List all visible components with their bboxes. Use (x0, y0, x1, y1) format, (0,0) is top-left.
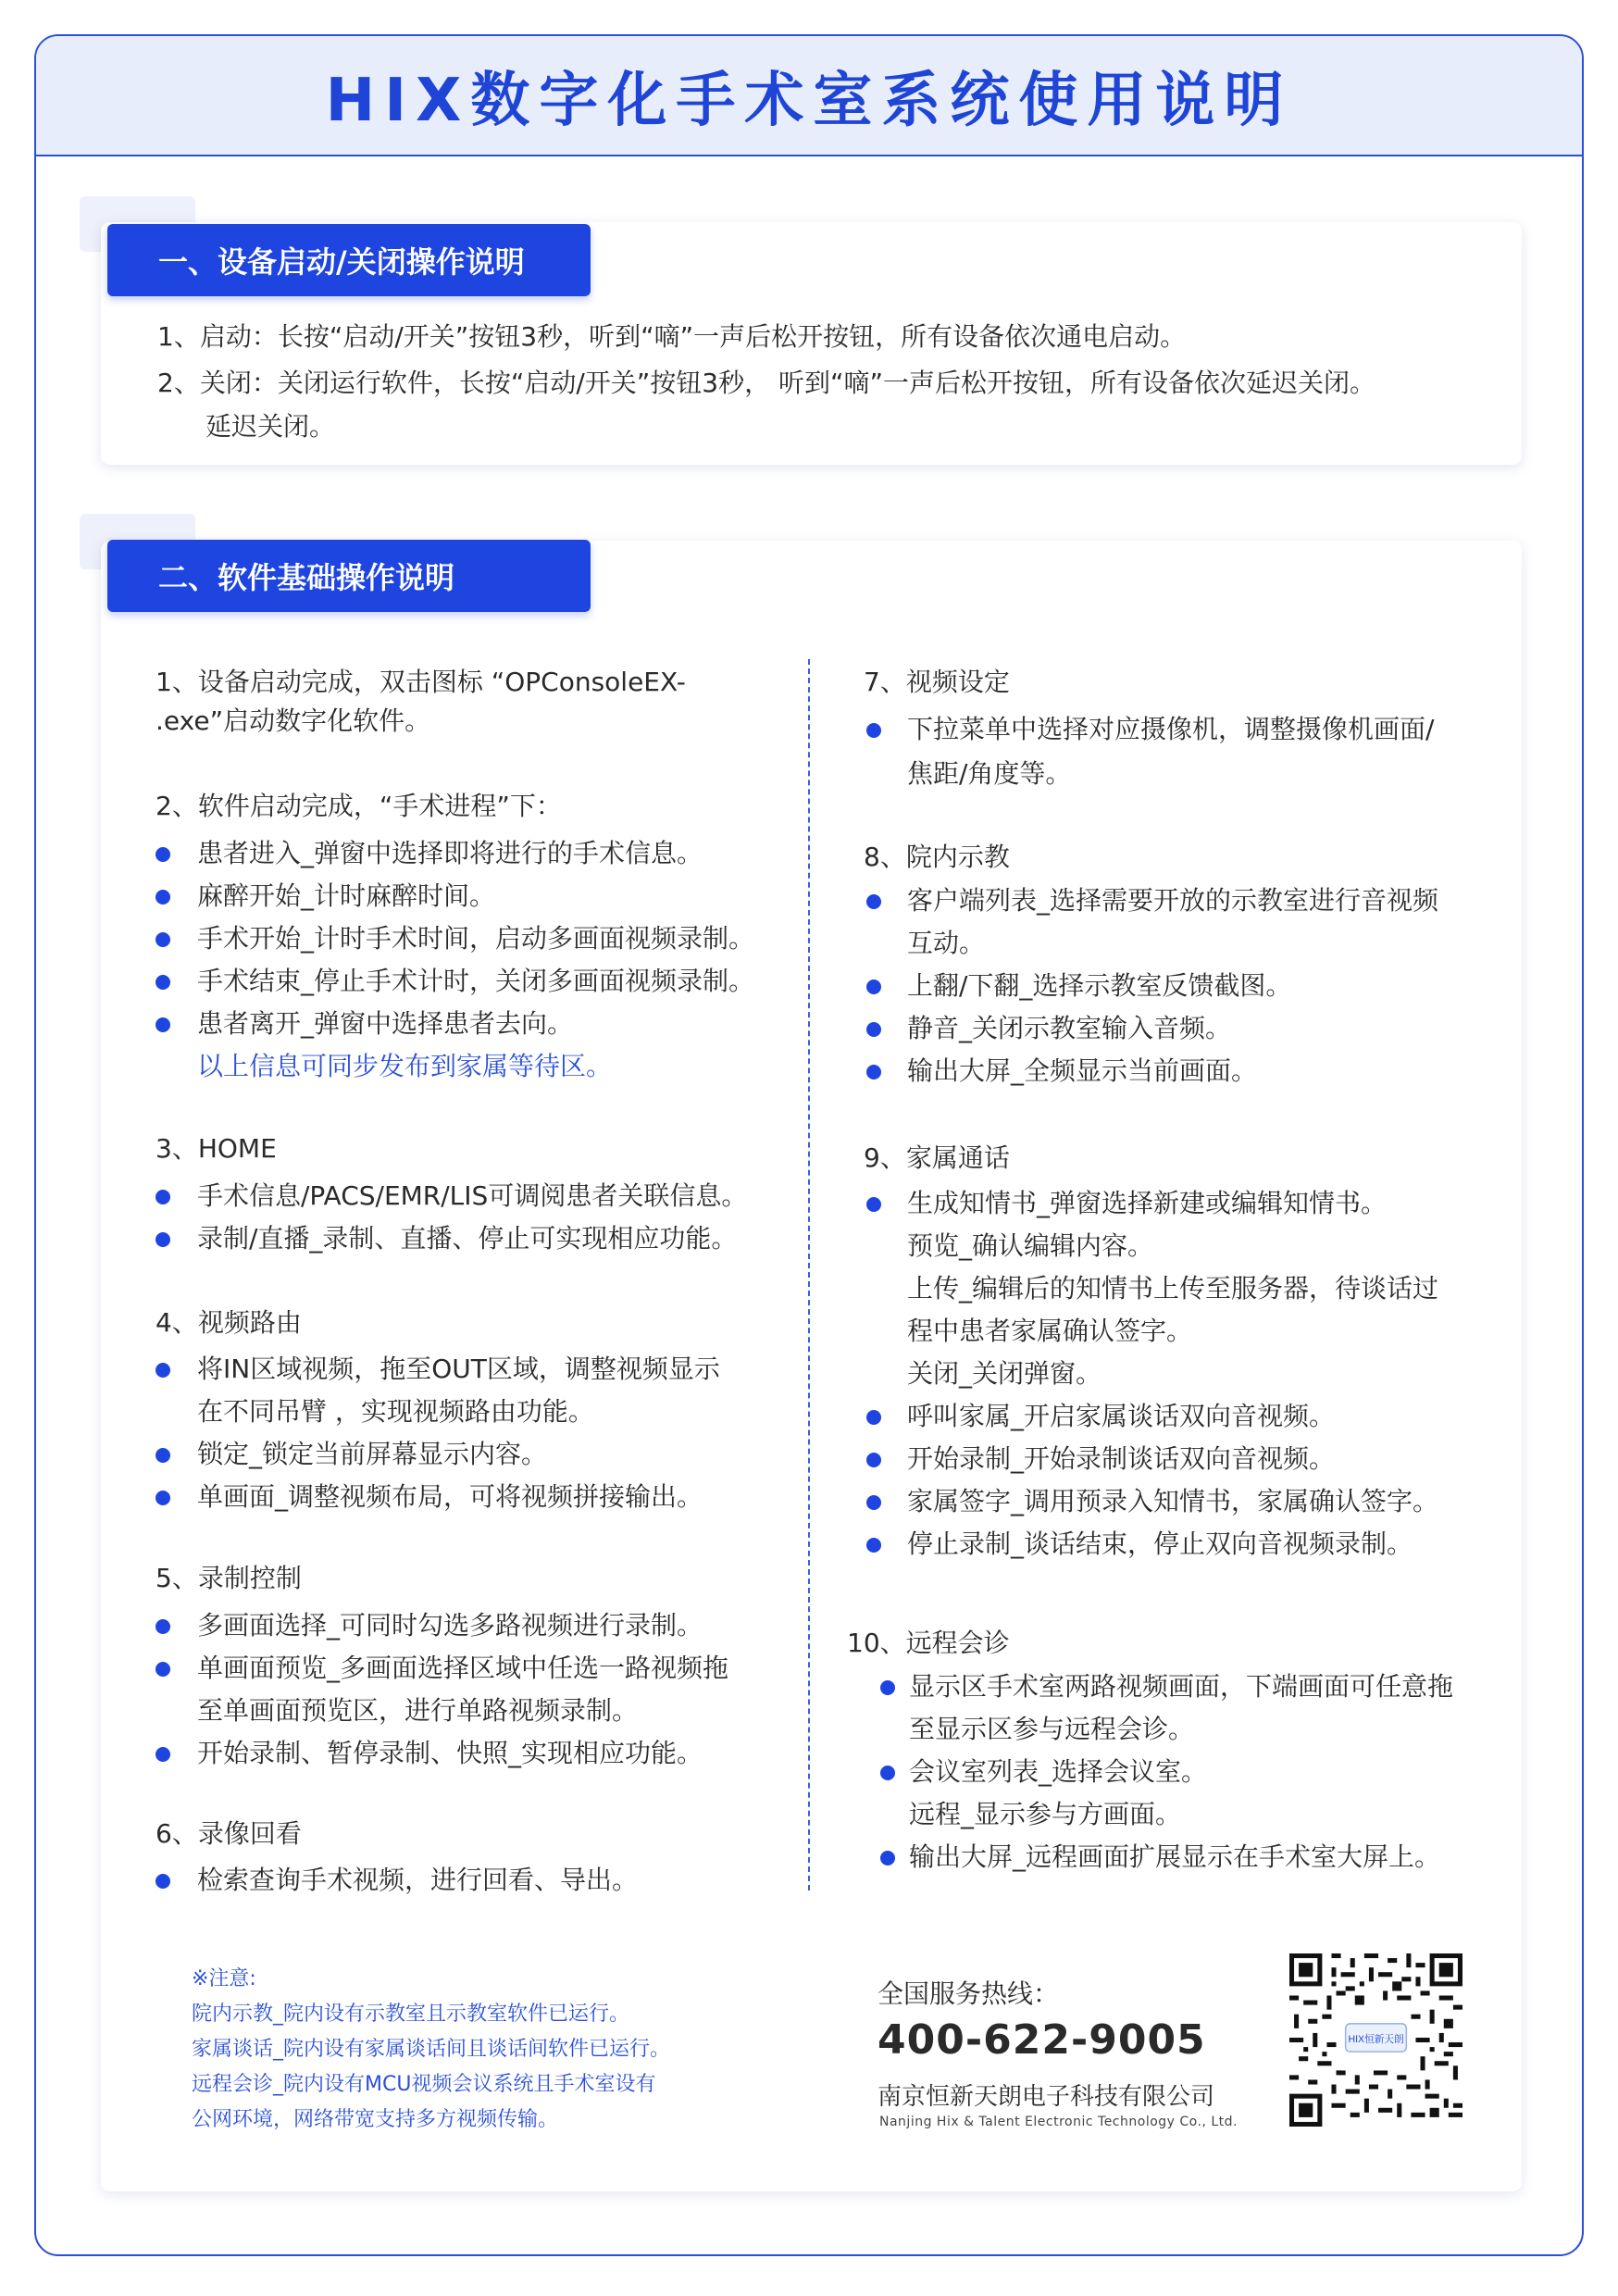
qr-logo-text: HIX恒新天朗 (1348, 2034, 1404, 2046)
bullet-dot (156, 1232, 170, 1247)
s2-bullet: 手术开始_计时手术时间，启动多画面视频录制。 (197, 923, 755, 954)
section1-line1: 1、启动：长按“启动/开关”按钮3秒，听到“嘀”一声后松开按钮，所有设备依次通电启动。 (157, 321, 1187, 352)
bullet-dot (866, 1453, 881, 1467)
bullet-dot (156, 1363, 170, 1378)
qr-code-icon (1289, 1953, 1462, 2127)
bullet-dot (156, 1747, 170, 1762)
s8-bullet-cont: 互动。 (907, 928, 986, 958)
bullet-dot (156, 1619, 170, 1634)
s9-bullet-cont: 预览_确认编辑内容。 (907, 1230, 1154, 1261)
bullet-dot (866, 1197, 881, 1212)
s2-bullet: 手术结束_停止手术计时，关闭多画面视频录制。 (197, 966, 755, 996)
bullet-dot (156, 975, 170, 990)
s8-bullet: 上翻/下翻_选择示教室反馈截图。 (907, 970, 1292, 1001)
hotline-label: 全国服务热线： (877, 1978, 1060, 2009)
s9-bullet: 家属签字_调用预录入知情书，家属确认签字。 (907, 1486, 1439, 1516)
bullet-dot (156, 1874, 170, 1889)
s8-bullet: 输出大屏_全频显示当前画面。 (907, 1055, 1258, 1086)
section1-line2-continued: 延迟关闭。 (205, 411, 336, 442)
s7-bullet-cont: 焦距/角度等。 (907, 758, 1072, 789)
bullet-dot (156, 890, 170, 905)
s9-bullet: 呼叫家属_开启家属谈话双向音视频。 (907, 1401, 1336, 1431)
s4-bullet: 将IN区域视频，拖至OUT区域，调整视频显示 (197, 1354, 720, 1384)
hotline-number: 400-622-9005 (877, 2016, 1206, 2064)
s10-bullet: 会议室列表_选择会议室。 (909, 1756, 1208, 1787)
title-bar (36, 36, 1582, 156)
section2-heading: 二、软件基础操作说明 (107, 540, 591, 612)
s2-bullet: 麻醉开始_计时麻醉时间。 (197, 880, 496, 911)
note-line: 远程会诊_院内设有MCU视频会议系统且手术室设有 (192, 2073, 656, 2096)
page-title: HIX数字化手术室系统使用说明 (325, 67, 1293, 135)
s5-title: 5、录制控制 (156, 1563, 302, 1593)
s7-title: 7、视频设定 (864, 667, 1010, 697)
s9-bullet: 停止录制_谈话结束，停止双向音视频录制。 (907, 1529, 1413, 1559)
bullet-dot (866, 1065, 881, 1079)
s4-bullet: 单画面_调整视频布局，可将视频拼接输出。 (197, 1481, 703, 1512)
bullet-dot (866, 1410, 881, 1425)
section1-line2: 2、关闭：关闭运行软件，长按“启动/开关”按钮3秒， 听到“嘀”一声后松开按钮，所有设备依次延迟关闭。 (157, 368, 1375, 398)
bullet-dot (156, 1662, 170, 1677)
note-line: 家属谈话_院内设有家属谈话间且谈话间软件已运行。 (192, 2038, 671, 2061)
s1-line1: 1、设备启动完成，双击图标 “OPConsoleEX- (156, 667, 686, 697)
s9-bullet-cont: 关闭_关闭弹窗。 (907, 1358, 1102, 1389)
s3-bullet: 手术信息/PACS/EMR/LIS可调阅患者关联信息。 (197, 1180, 748, 1211)
bullet-dot (156, 1491, 170, 1505)
s4-bullet-cont: 在不同吊臂 ，实现视频路由功能。 (197, 1396, 594, 1427)
s10-bullet: 显示区手术室两路视频画面，下端画面可任意拖 (909, 1671, 1454, 1702)
note-title: ※注意: (192, 1967, 256, 1990)
s5-bullet-cont: 至单画面预览区，进行单路视频录制。 (197, 1695, 639, 1726)
bullet-dot (880, 1766, 895, 1780)
bullet-dot (866, 894, 881, 909)
bullet-dot (866, 1022, 881, 1037)
s4-bullet: 锁定_锁定当前屏幕显示内容。 (197, 1439, 548, 1469)
company-name: 南京恒新天朗电子科技有限公司 (877, 2083, 1215, 2111)
s9-bullet: 生成知情书_弹窗选择新建或编辑知情书。 (907, 1188, 1388, 1218)
s9-bullet: 开始录制_开始录制谈话双向音视频。 (907, 1443, 1336, 1474)
s1-line2: .exe”启动数字化软件。 (156, 705, 431, 736)
column-divider (808, 659, 810, 1890)
bullet-dot (880, 1851, 895, 1866)
bullet-dot (866, 723, 881, 738)
s6-title: 6、录像回看 (156, 1818, 302, 1849)
bullet-dot (866, 1495, 881, 1510)
bullet-dot (880, 1680, 895, 1695)
s2-title: 2、软件启动完成，“手术进程”下： (156, 791, 562, 821)
bullet-dot (156, 847, 170, 862)
bullet-dot (156, 1190, 170, 1204)
s8-bullet: 静音_关闭示教室输入音频。 (907, 1013, 1232, 1043)
s5-bullet: 多画面选择_可同时勾选多路视频进行录制。 (197, 1610, 703, 1641)
s10-bullet-cont: 远程_显示参与方画面。 (909, 1799, 1182, 1829)
bullet-dot (156, 1017, 170, 1032)
company-name-en: Nanjing Hix & Talent Electronic Technology Co., Ltd. (879, 2115, 1238, 2129)
s10-bullet: 输出大屏_远程画面扩展显示在手术室大屏上。 (909, 1841, 1441, 1872)
s2-note: 以上信息可同步发布到家属等待区。 (197, 1051, 613, 1081)
s5-bullet: 开始录制、暂停录制、快照_实现相应功能。 (197, 1738, 703, 1768)
s8-bullet: 客户端列表_选择需要开放的示教室进行音视频 (907, 885, 1439, 916)
s10-title: 10、远程会诊 (847, 1628, 1010, 1658)
s9-bullet-cont: 上传_编辑后的知情书上传至服务器，待谈话过 (907, 1273, 1439, 1304)
bullet-dot (156, 932, 170, 947)
bullet-dot (156, 1448, 170, 1463)
s9-title: 9、家属通话 (864, 1142, 1010, 1173)
s2-bullet: 患者离开_弹窗中选择患者去向。 (197, 1008, 574, 1039)
bullet-dot (866, 980, 881, 994)
bullet-dot (866, 1538, 881, 1553)
s6-bullet: 检索查询手术视频，进行回看、导出。 (197, 1865, 639, 1895)
section1-heading: 一、设备启动/关闭操作说明 (107, 224, 591, 296)
s9-bullet-cont: 程中患者家属确认签字。 (907, 1316, 1193, 1346)
s4-title: 4、视频路由 (156, 1307, 302, 1338)
s5-bullet: 单画面预览_多画面选择区域中任选一路视频拖 (197, 1653, 729, 1683)
s2-bullet: 患者进入_弹窗中选择即将进行的手术信息。 (197, 838, 703, 868)
note-line: 公网环境，网络带宽支持多方视频传输。 (192, 2108, 559, 2131)
s3-title: 3、HOME (156, 1133, 277, 1164)
s10-bullet-cont: 至显示区参与远程会诊。 (909, 1714, 1195, 1744)
s7-bullet: 下拉菜单中选择对应摄像机，调整摄像机画面/ (907, 714, 1435, 744)
s3-bullet: 录制/直播_录制、直播、停止可实现相应功能。 (197, 1223, 738, 1254)
note-line: 院内示教_院内设有示教室且示教室软件已运行。 (192, 2003, 630, 2026)
s8-title: 8、院内示教 (864, 842, 1010, 872)
